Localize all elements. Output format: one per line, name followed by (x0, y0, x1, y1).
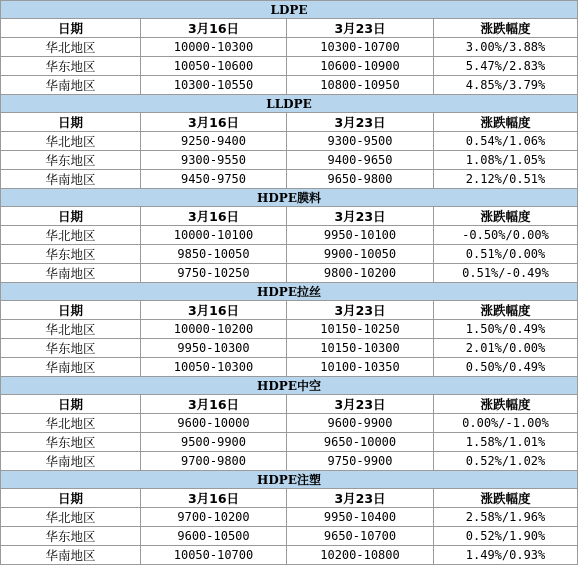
column-header-change: 涨跌幅度 (434, 489, 578, 508)
section-title-row (1, 377, 578, 395)
cell-prev: 10000-10100 (141, 226, 287, 245)
column-header-region: 日期 (1, 301, 141, 320)
cell-change: 1.58%/1.01% (434, 433, 578, 452)
column-header-region: 日期 (1, 113, 141, 132)
table-row (1, 414, 578, 433)
cell-change: 0.52%/1.02% (434, 452, 578, 471)
cell-curr: 9600-9900 (287, 414, 434, 433)
cell-curr: 9650-10000 (287, 433, 434, 452)
cell-region: 华北地区 (1, 414, 141, 433)
table-row (1, 76, 578, 95)
cell-prev: 10000-10200 (141, 320, 287, 339)
column-header-prev: 3月16日 (141, 19, 287, 38)
cell-region: 华南地区 (1, 170, 141, 189)
cell-prev: 10000-10300 (141, 38, 287, 57)
cell-curr: 9650-10700 (287, 527, 434, 546)
cell-change: 3.00%/3.88% (434, 38, 578, 57)
cell-region: 华北地区 (1, 226, 141, 245)
table-row (1, 57, 578, 76)
column-header-region: 日期 (1, 19, 141, 38)
cell-change: 1.49%/0.93% (434, 546, 578, 565)
cell-prev: 9250-9400 (141, 132, 287, 151)
cell-prev: 9700-10200 (141, 508, 287, 527)
cell-prev: 10050-10600 (141, 57, 287, 76)
cell-prev: 9750-10250 (141, 264, 287, 283)
cell-change: 0.52%/1.90% (434, 527, 578, 546)
price-table-body (1, 1, 578, 565)
cell-region: 华东地区 (1, 245, 141, 264)
cell-curr: 9950-10400 (287, 508, 434, 527)
column-header-change: 涨跌幅度 (434, 113, 578, 132)
cell-curr: 9650-9800 (287, 170, 434, 189)
column-header-row (1, 207, 578, 226)
table-row (1, 226, 578, 245)
cell-region: 华东地区 (1, 151, 141, 170)
cell-change: 0.50%/0.49% (434, 358, 578, 377)
column-header-region: 日期 (1, 395, 141, 414)
cell-change: 0.51%/-0.49% (434, 264, 578, 283)
cell-curr: 9900-10050 (287, 245, 434, 264)
cell-prev: 9600-10000 (141, 414, 287, 433)
cell-change: 1.08%/1.05% (434, 151, 578, 170)
table-row (1, 433, 578, 452)
column-header-curr: 3月23日 (287, 301, 434, 320)
column-header-prev: 3月16日 (141, 489, 287, 508)
cell-region: 华北地区 (1, 508, 141, 527)
section-title-row (1, 95, 578, 113)
table-row (1, 264, 578, 283)
column-header-prev: 3月16日 (141, 301, 287, 320)
column-header-row (1, 489, 578, 508)
table-row (1, 508, 578, 527)
cell-change: 4.85%/3.79% (434, 76, 578, 95)
column-header-region: 日期 (1, 489, 141, 508)
cell-change: 2.12%/0.51% (434, 170, 578, 189)
cell-prev: 10300-10550 (141, 76, 287, 95)
cell-curr: 10150-10250 (287, 320, 434, 339)
column-header-region: 日期 (1, 207, 141, 226)
cell-prev: 9500-9900 (141, 433, 287, 452)
table-row (1, 38, 578, 57)
cell-region: 华南地区 (1, 546, 141, 565)
cell-prev: 10050-10300 (141, 358, 287, 377)
cell-region: 华南地区 (1, 452, 141, 471)
cell-curr: 10200-10800 (287, 546, 434, 565)
cell-change: 0.00%/-1.00% (434, 414, 578, 433)
section-title-row (1, 189, 578, 207)
cell-prev: 9600-10500 (141, 527, 287, 546)
column-header-prev: 3月16日 (141, 395, 287, 414)
table-row (1, 339, 578, 358)
cell-region: 华南地区 (1, 358, 141, 377)
column-header-change: 涨跌幅度 (434, 207, 578, 226)
table-row (1, 151, 578, 170)
section-title: LDPE (1, 1, 578, 19)
cell-curr: 10100-10350 (287, 358, 434, 377)
column-header-row (1, 301, 578, 320)
cell-curr: 10300-10700 (287, 38, 434, 57)
cell-prev: 9950-10300 (141, 339, 287, 358)
section-title: HDPE注塑 (1, 471, 578, 489)
table-row (1, 452, 578, 471)
column-header-change: 涨跌幅度 (434, 395, 578, 414)
cell-change: 1.50%/0.49% (434, 320, 578, 339)
section-title: LLDPE (1, 95, 578, 113)
section-title-row (1, 283, 578, 301)
cell-change: 2.01%/0.00% (434, 339, 578, 358)
cell-curr: 9750-9900 (287, 452, 434, 471)
section-title-row (1, 471, 578, 489)
section-title: HDPE中空 (1, 377, 578, 395)
table-row (1, 358, 578, 377)
section-title: HDPE膜料 (1, 189, 578, 207)
section-title: HDPE拉丝 (1, 283, 578, 301)
column-header-change: 涨跌幅度 (434, 301, 578, 320)
cell-region: 华东地区 (1, 527, 141, 546)
cell-region: 华东地区 (1, 339, 141, 358)
cell-change: -0.50%/0.00% (434, 226, 578, 245)
column-header-row (1, 395, 578, 414)
column-header-curr: 3月23日 (287, 489, 434, 508)
column-header-curr: 3月23日 (287, 395, 434, 414)
column-header-curr: 3月23日 (287, 19, 434, 38)
table-row (1, 132, 578, 151)
cell-prev: 9300-9550 (141, 151, 287, 170)
cell-change: 5.47%/2.83% (434, 57, 578, 76)
cell-curr: 9800-10200 (287, 264, 434, 283)
cell-prev: 9850-10050 (141, 245, 287, 264)
column-header-row (1, 19, 578, 38)
column-header-curr: 3月23日 (287, 113, 434, 132)
column-header-row (1, 113, 578, 132)
cell-region: 华北地区 (1, 132, 141, 151)
column-header-prev: 3月16日 (141, 207, 287, 226)
cell-change: 0.51%/0.00% (434, 245, 578, 264)
cell-prev: 9450-9750 (141, 170, 287, 189)
cell-region: 华东地区 (1, 57, 141, 76)
cell-curr: 9400-9650 (287, 151, 434, 170)
cell-curr: 9300-9500 (287, 132, 434, 151)
table-row (1, 245, 578, 264)
column-header-prev: 3月16日 (141, 113, 287, 132)
cell-region: 华南地区 (1, 264, 141, 283)
cell-region: 华南地区 (1, 76, 141, 95)
cell-curr: 9950-10100 (287, 226, 434, 245)
cell-region: 华北地区 (1, 320, 141, 339)
cell-change: 2.58%/1.96% (434, 508, 578, 527)
cell-curr: 10150-10300 (287, 339, 434, 358)
table-row (1, 170, 578, 189)
cell-prev: 9700-9800 (141, 452, 287, 471)
column-header-change: 涨跌幅度 (434, 19, 578, 38)
cell-change: 0.54%/1.06% (434, 132, 578, 151)
table-row (1, 546, 578, 565)
cell-curr: 10800-10950 (287, 76, 434, 95)
table-row (1, 320, 578, 339)
cell-region: 华北地区 (1, 38, 141, 57)
column-header-curr: 3月23日 (287, 207, 434, 226)
cell-prev: 10050-10700 (141, 546, 287, 565)
cell-region: 华东地区 (1, 433, 141, 452)
cell-curr: 10600-10900 (287, 57, 434, 76)
section-title-row (1, 1, 578, 19)
